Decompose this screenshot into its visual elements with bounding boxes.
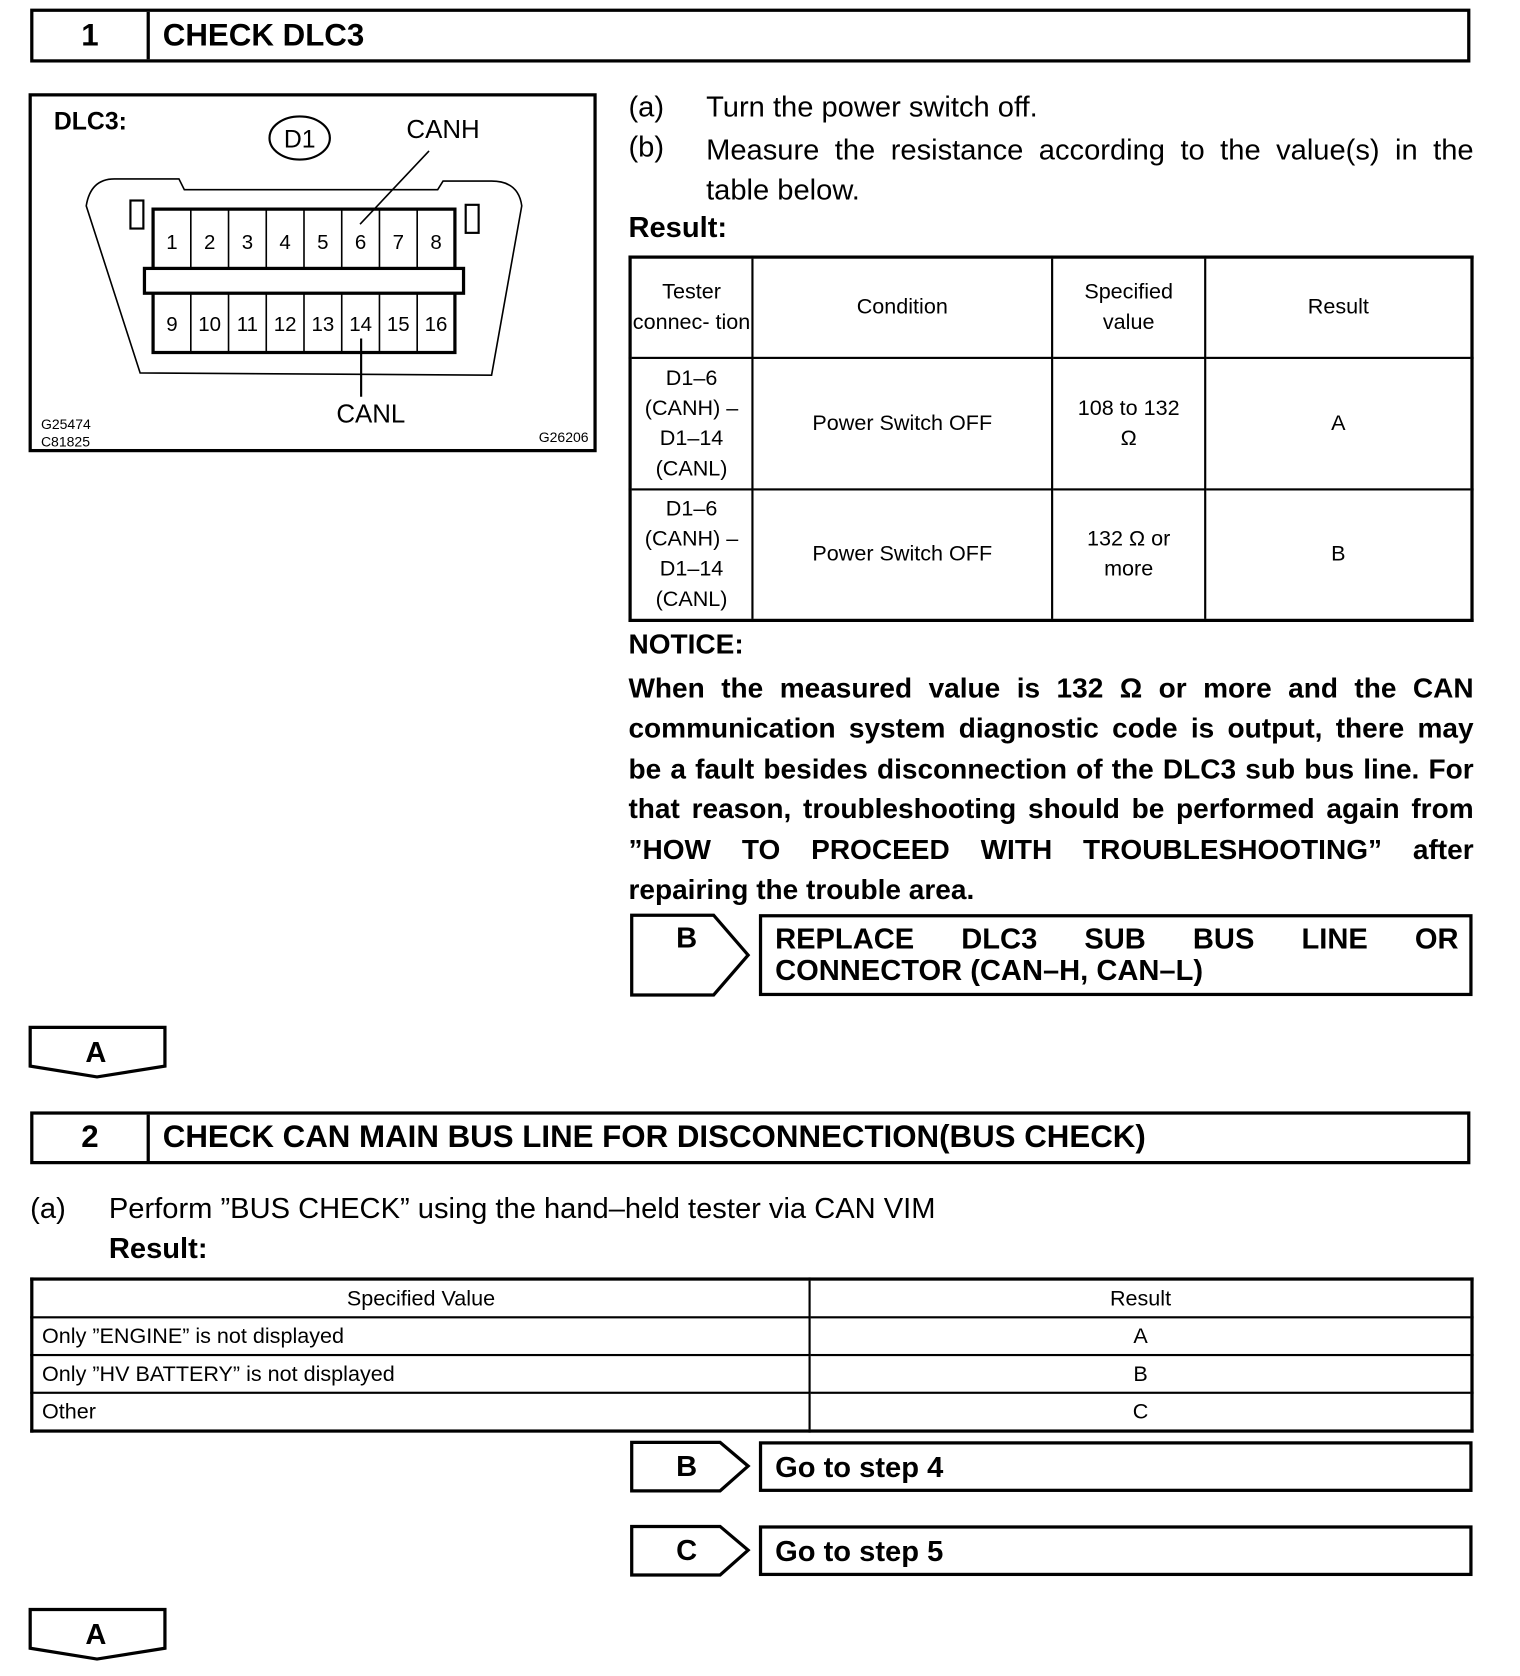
instr-marker: (a) xyxy=(628,90,665,123)
pin-9: 9 xyxy=(166,312,178,336)
figure-code: G25474 xyxy=(40,416,91,433)
resistance-table xyxy=(628,255,1473,622)
table-row: Other C xyxy=(32,1393,1472,1431)
table-row: D1–6 (CANH) – D1–14 (CANL) Power Switch OFF 132 Ω or more B xyxy=(630,489,1472,621)
instr-text: Turn the power switch off. xyxy=(706,90,1038,123)
table-row: Only ”ENGINE” is not displayed A xyxy=(32,1317,1472,1355)
pin-13: 13 xyxy=(311,312,335,336)
step-number: 1 xyxy=(33,12,149,59)
dlc3-connector-diagram xyxy=(28,93,599,455)
svg-text:B: B xyxy=(676,1450,698,1483)
table-row: Only ”HV BATTERY” is not displayed B xyxy=(32,1355,1472,1393)
svg-text:C: C xyxy=(676,1534,698,1567)
pin-6: 6 xyxy=(354,231,367,255)
result-label: Result: xyxy=(108,1232,208,1265)
result-a-next-tab xyxy=(28,1025,168,1079)
pin-7: 7 xyxy=(392,231,405,255)
svg-text:A: A xyxy=(85,1618,107,1651)
pin-2: 2 xyxy=(203,231,216,255)
result-c-arrow xyxy=(630,1524,753,1578)
table-header: Condition xyxy=(752,257,1052,357)
connector-id: D1 xyxy=(283,126,316,154)
step-number: 2 xyxy=(33,1115,149,1161)
pin-12: 12 xyxy=(273,312,297,336)
table-header: Result xyxy=(1205,257,1472,357)
table-header: Specified value xyxy=(1052,257,1205,357)
result-a-next-tab xyxy=(28,1607,168,1661)
pin-8: 8 xyxy=(430,231,442,255)
table-header: Result xyxy=(810,1279,1472,1317)
notice-title: NOTICE: xyxy=(628,627,744,660)
result-b-action: REPLACE DLC3 SUB BUS LINE OR CONNECTOR (CAN–H, CAN–L) xyxy=(759,914,1473,996)
result-b-arrow xyxy=(630,1440,753,1494)
pin-16: 16 xyxy=(424,312,448,336)
pin-15: 15 xyxy=(386,312,410,336)
go-to-step-4[interactable]: Go to step 4 xyxy=(759,1441,1473,1492)
pin-14: 14 xyxy=(349,312,372,336)
svg-text:A: A xyxy=(85,1036,107,1069)
pin-10: 10 xyxy=(198,312,222,336)
instr-marker: (a) xyxy=(30,1192,66,1225)
pin-1: 1 xyxy=(166,231,178,255)
result-b-arrow xyxy=(630,913,753,997)
instr-text: Measure the resistance according to the value(s) in the table below. xyxy=(706,133,1474,206)
table-header: Tester connec- tion xyxy=(630,257,752,357)
go-to-step-5[interactable]: Go to step 5 xyxy=(759,1525,1473,1576)
dlc3-label: DLC3: xyxy=(53,108,127,136)
bus-check-table xyxy=(30,1277,1473,1432)
notice-text: When the measured value is 132 Ω or more and the CAN communication system diagnostic code is output, there may be a fault besides disconnection of the DLC3 sub bus line. For that reason, troubleshooting should be performed again from ”HOW TO PROCEED WITH TROUBLESHOOTING” after repairing the trouble area. xyxy=(628,671,1474,906)
figure-code: C81825 xyxy=(40,433,91,450)
figure-code: G26206 xyxy=(538,428,589,445)
pin-3: 3 xyxy=(241,231,254,255)
pin-11: 11 xyxy=(236,312,259,336)
step-title: CHECK CAN MAIN BUS LINE FOR DISCONNECTION(BUS CHECK) xyxy=(162,1120,1146,1155)
table-header: Specified Value xyxy=(32,1279,810,1317)
result-label: Result: xyxy=(628,211,728,244)
step-1-header xyxy=(30,9,1470,63)
canh-label: CANH xyxy=(406,115,480,144)
instr-text: Perform ”BUS CHECK” using the hand–held tester via CAN VIM xyxy=(108,1192,936,1225)
instr-marker: (b) xyxy=(628,130,665,163)
table-row: D1–6 (CANH) – D1–14 (CANL) Power Switch OFF 108 to 132 Ω A xyxy=(630,357,1472,489)
pin-5: 5 xyxy=(317,231,329,255)
step-2-header xyxy=(30,1111,1470,1164)
pin-4: 4 xyxy=(279,231,291,255)
canl-label: CANL xyxy=(336,400,406,429)
step-title: CHECK DLC3 xyxy=(162,17,365,53)
svg-text:B: B xyxy=(676,922,698,955)
